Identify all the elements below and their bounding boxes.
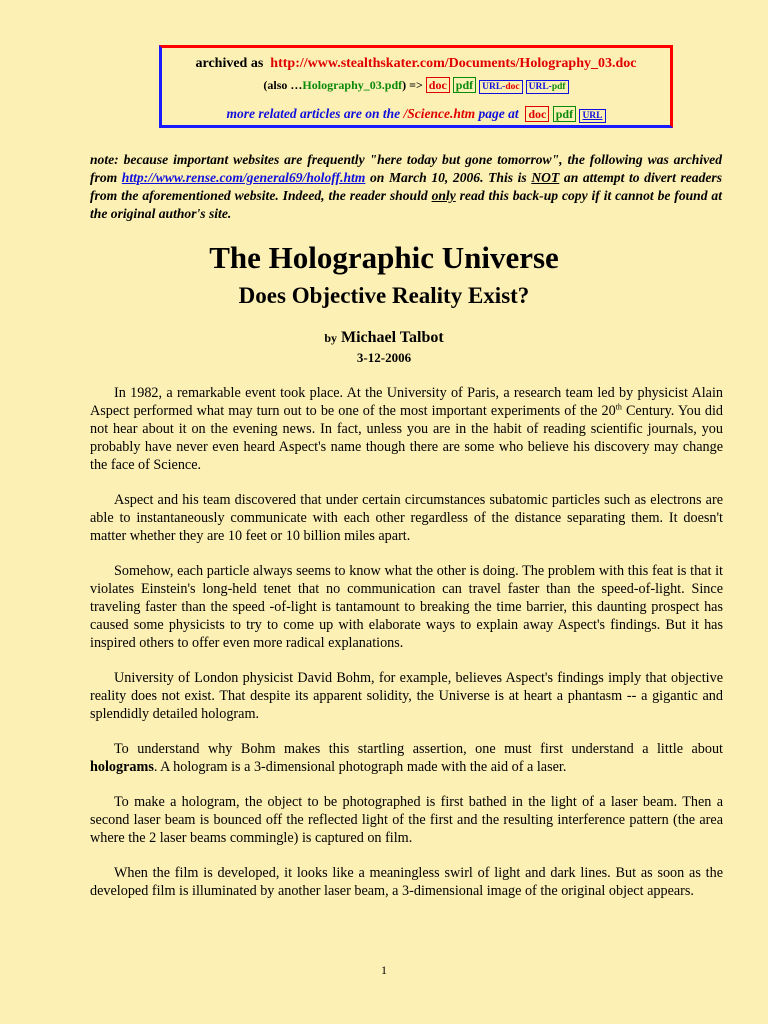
paragraph-4: University of London physicist David Bohm, for example, believes Aspect's findings imply that objective reality does not exist. That despite its apparent solidity, the Universe is at heart a phantasm -- a gigantic and splendidly detailed hologram.	[90, 670, 723, 722]
paragraph-6: To make a hologram, the object to be photographed is first bathed in the light of a laser beam. Then a second laser beam is bounced off the reflected light of the first and the resulting interference pattern (the area where the 2 laser beams commingle) is captured on film.	[90, 794, 723, 846]
url-pdf-link[interactable]: URL-pdf	[526, 80, 569, 94]
note-not: NOT	[531, 170, 560, 185]
archive-prefix: archived as	[195, 56, 264, 71]
note-part1: note: because important websites are frequently "here today but gone tomorrow", the following was archived from	[90, 152, 722, 185]
pdf-link[interactable]: pdf	[453, 77, 476, 93]
also-open: (also …	[263, 78, 303, 92]
also-line	[162, 77, 670, 94]
paragraph-7: When the film is developed, it looks like a meaningless swirl of light and dark lines. But as soon as the developed film is illuminated by another laser beam, a 3-dimensional image of the original object appears.	[90, 865, 723, 899]
related-line	[162, 106, 670, 123]
rense-link[interactable]: http://www.rense.com/general69/holoff.htm	[121, 170, 366, 185]
science-doc-link[interactable]: doc	[525, 106, 549, 122]
note-part2: on March 10, 2006. This is	[370, 170, 527, 185]
archive-line	[162, 56, 670, 72]
page-subtitle: Does Objective Reality Exist?	[238, 283, 530, 308]
note-part4: read this back-up copy if it cannot be found at the original author's site.	[90, 188, 723, 221]
related-suffix: page at	[478, 106, 519, 121]
paragraph-1: In 1982, a remarkable event took place. At the University of Paris, a research team led by physicist Alain Aspect performed what may turn out to be one of the most important experiments of the 20th Century. You did not hear about it on the evening news. In fact, unless you are in the habit of reading scientific journals, you probably have never even heard Aspect's name though there are some who believe his discovery may change the face of Science.	[90, 385, 724, 473]
related-text: more related articles are on the	[226, 106, 401, 121]
page-title: The Holographic Universe	[209, 240, 559, 275]
page-number: 1	[381, 963, 387, 977]
paragraph-3: Somehow, each particle always seems to know what the other is doing. The problem with this feat is that it violates Einstein's long-held tenet that no communication can travel faster than the speed-of-light. Since traveling faster than the speed -of-light is tantamount to breaking the time barrier, this daunting prospect has caused some physicists to try to come up with elaborate ways to explain away Aspect's findings. But it has inspired others to offer even more radical explanations.	[90, 563, 723, 651]
byline	[0, 329, 768, 347]
byline-by: by	[324, 331, 337, 345]
note-part3: an attempt to divert readers from the aforementioned website. Indeed, the reader should	[90, 170, 722, 203]
archive-url-link[interactable]: http://www.stealthskater.com/Documents/Holography_03.doc	[270, 56, 637, 71]
paragraph-2: Aspect and his team discovered that under certain circumstances subatomic particles such as electrons are able to instantaneously communicate with each other regardless of the distance separating them. It doesn't matter whether they are 10 feet or 10 billion miles apart.	[90, 492, 723, 544]
article-body	[90, 384, 723, 917]
science-pdf-link[interactable]: pdf	[553, 106, 576, 122]
note-only: only	[431, 188, 456, 203]
science-url-link[interactable]: URL	[579, 109, 605, 123]
url-doc-link[interactable]: URL-doc	[479, 80, 522, 94]
also-file-link[interactable]: Holography_03.pdf	[302, 78, 403, 92]
article-date: 3-12-2006	[356, 350, 412, 365]
science-page-link[interactable]: /Science.htm	[403, 106, 476, 121]
archive-note	[90, 151, 722, 223]
paragraph-5: To understand why Bohm makes this startling assertion, one must first understand a little about holograms. A hologram is a 3-dimensional photograph made with the aid of a laser.	[90, 741, 723, 775]
also-close: ) =>	[402, 78, 423, 92]
author-name: Michael Talbot	[341, 329, 444, 346]
archive-notice-box	[159, 45, 673, 128]
doc-link[interactable]: doc	[426, 77, 450, 93]
